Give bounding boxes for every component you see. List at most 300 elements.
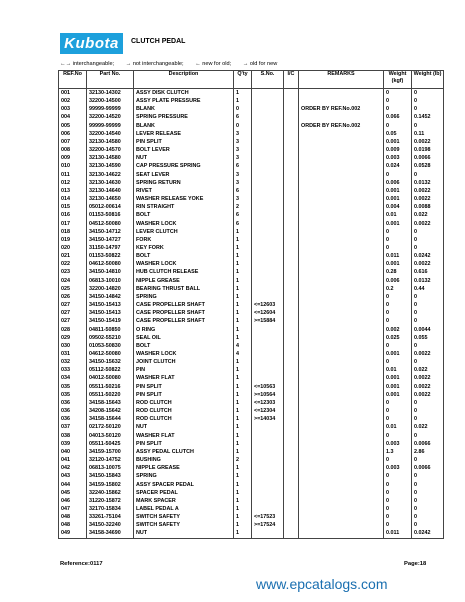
table-cell: 1 (234, 366, 252, 374)
table-cell (299, 326, 384, 334)
table-cell: 2.86 (412, 448, 444, 456)
parts-table (58, 70, 444, 539)
table-cell: 1 (234, 334, 252, 342)
table-cell: RIN STRAIGHT (134, 203, 234, 211)
table-cell: 32170-15834 (87, 505, 134, 513)
table-cell (299, 154, 384, 162)
table-cell (299, 113, 384, 121)
table-cell: 34150-14842 (87, 293, 134, 301)
table-cell (284, 228, 299, 236)
table-cell: SPRING PRESSURE (134, 113, 234, 121)
table-row (59, 309, 444, 317)
table-row (59, 268, 444, 276)
table-cell: 0 (384, 171, 412, 179)
table-cell: 4 (234, 350, 252, 358)
table-cell: 021 (59, 252, 87, 260)
page-number: Page:18 (404, 561, 427, 567)
table-cell (284, 456, 299, 464)
table-cell: 0 (384, 122, 412, 130)
table-row (59, 399, 444, 407)
table-cell: 0.001 (384, 220, 412, 228)
table-cell: 04013-50120 (87, 432, 134, 440)
table-row (59, 203, 444, 211)
table-cell: 0.01 (384, 211, 412, 219)
table-cell: 1 (234, 489, 252, 497)
table-cell (299, 89, 384, 98)
table-cell: 0.006 (384, 277, 412, 285)
table-cell (284, 252, 299, 260)
table-cell (299, 407, 384, 415)
table-cell: 028 (59, 326, 87, 334)
table-cell: 32200-14540 (87, 130, 134, 138)
table-cell: 32130-14650 (87, 195, 134, 203)
table-row (59, 146, 444, 154)
table-cell (252, 423, 284, 431)
table-cell: 022 (59, 260, 87, 268)
table-cell: 0 (384, 358, 412, 366)
table-cell: 1 (234, 472, 252, 480)
table-cell: 3 (234, 179, 252, 187)
table-cell: 31220-15872 (87, 497, 134, 505)
table-row (59, 260, 444, 268)
table-cell: 04512-50080 (87, 220, 134, 228)
table-cell: 0 (384, 456, 412, 464)
table-cell: 0 (384, 97, 412, 105)
table-row (59, 472, 444, 480)
table-cell (252, 130, 284, 138)
table-cell: 036 (59, 399, 87, 407)
legend-item: ← new for old; (195, 61, 232, 67)
table-cell (252, 154, 284, 162)
table-cell: 32200-14820 (87, 285, 134, 293)
table-row (59, 277, 444, 285)
table-cell (252, 326, 284, 334)
table-row (59, 334, 444, 342)
table-cell (299, 228, 384, 236)
table-cell: 0 (234, 105, 252, 113)
table-cell (252, 456, 284, 464)
table-cell: BOLT LEVER (134, 146, 234, 154)
table-cell: 0.0022 (412, 195, 444, 203)
table-cell (299, 187, 384, 195)
table-cell: PIN SPLIT (134, 383, 234, 391)
table-cell (284, 481, 299, 489)
table-cell: 05511-50216 (87, 383, 134, 391)
table-cell: 041 (59, 456, 87, 464)
table-cell (252, 252, 284, 260)
table-cell: 0.1452 (412, 113, 444, 121)
table-cell (284, 529, 299, 538)
table-cell: <=12604 (252, 309, 284, 317)
table-cell: ROD CLUTCH (134, 407, 234, 415)
table-cell: 039 (59, 440, 87, 448)
table-cell (299, 391, 384, 399)
table-cell: 0.001 (384, 350, 412, 358)
table-cell: 06813-10075 (87, 464, 134, 472)
table-cell: PIN SPLIT (134, 138, 234, 146)
table-cell: <=12603 (252, 301, 284, 309)
table-cell (284, 334, 299, 342)
table-cell (284, 374, 299, 382)
table-cell: 0 (412, 358, 444, 366)
table-cell: ORDER BY REF.No.002 (299, 122, 384, 130)
table-cell: 32130-14590 (87, 162, 134, 170)
table-cell: 0.003 (384, 440, 412, 448)
table-cell: 6 (234, 211, 252, 219)
table-cell (299, 374, 384, 382)
table-cell: 1 (234, 358, 252, 366)
table-cell: 023 (59, 268, 87, 276)
table-cell: <=10563 (252, 383, 284, 391)
table-cell: LEVER CLUTCH (134, 228, 234, 236)
table-cell: 1 (234, 521, 252, 529)
table-cell (252, 97, 284, 105)
table-cell (299, 309, 384, 317)
table-row (59, 366, 444, 374)
table-cell: SEAL OIL (134, 334, 234, 342)
table-cell: 3 (234, 130, 252, 138)
table-cell: 0 (384, 497, 412, 505)
table-cell: SEAT LEVER (134, 171, 234, 179)
table-cell: 009 (59, 154, 87, 162)
column-header: Part No. (87, 71, 134, 89)
table-cell (252, 268, 284, 276)
table-cell: NUT (134, 154, 234, 162)
table-cell: 3 (234, 138, 252, 146)
table-cell: 007 (59, 138, 87, 146)
table-cell (284, 521, 299, 529)
table-row (59, 293, 444, 301)
table-cell: 0 (412, 513, 444, 521)
table-cell: CAP PRESSURE SPRING (134, 162, 234, 170)
table-cell (299, 440, 384, 448)
table-cell (299, 432, 384, 440)
table-cell: <=12304 (252, 407, 284, 415)
table-cell: 0.006 (384, 179, 412, 187)
table-cell: 0.01 (384, 366, 412, 374)
page-title: CLUTCH PEDAL (131, 38, 186, 45)
table-cell: 0.011 (384, 529, 412, 538)
table-cell: 1 (234, 448, 252, 456)
table-cell: 012 (59, 179, 87, 187)
table-cell: LABEL PEDAL A (134, 505, 234, 513)
table-cell: 0 (384, 105, 412, 113)
table-cell (299, 301, 384, 309)
table-row (59, 179, 444, 187)
table-cell: NIPPLE GREASE (134, 464, 234, 472)
table-cell: 32200-14570 (87, 146, 134, 154)
table-row (59, 529, 444, 538)
table-cell: ROD CLUTCH (134, 415, 234, 423)
table-cell: 015 (59, 203, 87, 211)
table-cell: 0.0242 (412, 529, 444, 538)
table-cell (284, 277, 299, 285)
table-cell: 04012-50080 (87, 374, 134, 382)
table-cell (299, 277, 384, 285)
table-cell: 1 (234, 293, 252, 301)
legend-item: → old for new (242, 61, 278, 67)
table-cell (284, 268, 299, 276)
table-cell: 0.024 (384, 162, 412, 170)
table-cell: 34150-14712 (87, 228, 134, 236)
table-cell (299, 268, 384, 276)
table-cell (299, 529, 384, 538)
column-header: Q'ty (234, 71, 252, 89)
table-cell (299, 171, 384, 179)
table-cell: 0 (384, 342, 412, 350)
table-cell: 0 (384, 89, 412, 98)
table-cell: 1 (234, 309, 252, 317)
table-cell: 1 (234, 391, 252, 399)
table-cell (284, 415, 299, 423)
table-cell: 32130-14580 (87, 154, 134, 162)
table-cell: 1 (234, 97, 252, 105)
table-row (59, 97, 444, 105)
table-cell: 32130-14580 (87, 138, 134, 146)
table-cell: 34158-34690 (87, 529, 134, 538)
table-cell: 025 (59, 285, 87, 293)
table-row (59, 220, 444, 228)
table-cell (284, 260, 299, 268)
table-cell (284, 423, 299, 431)
table-cell: >=14034 (252, 415, 284, 423)
table-cell (252, 358, 284, 366)
watermark-text: www.epcatalogs.com (256, 576, 388, 592)
kubota-logo: Kubota (60, 33, 123, 54)
table-cell (284, 301, 299, 309)
table-cell: 0.003 (384, 154, 412, 162)
table-cell (284, 154, 299, 162)
table-cell: 0.004 (384, 203, 412, 211)
table-cell (299, 244, 384, 252)
table-cell: CASE PROPELLER SHAFT (134, 301, 234, 309)
table-cell: 0.0022 (412, 220, 444, 228)
table-cell (252, 146, 284, 154)
table-cell: 014 (59, 195, 87, 203)
table-cell (284, 105, 299, 113)
table-cell: 1.3 (384, 448, 412, 456)
table-cell: 32240-15862 (87, 489, 134, 497)
table-cell: 3 (234, 195, 252, 203)
table-cell (252, 481, 284, 489)
table-cell: 0 (234, 122, 252, 130)
table-cell: <=17523 (252, 513, 284, 521)
table-cell: ORDER BY REF.No.002 (299, 105, 384, 113)
table-cell (284, 505, 299, 513)
table-cell (284, 97, 299, 105)
table-cell (252, 179, 284, 187)
table-cell: SWITCH SAFETY (134, 521, 234, 529)
table-cell: 0.022 (412, 211, 444, 219)
table-cell (284, 211, 299, 219)
table-cell: 34150-14727 (87, 236, 134, 244)
table-row (59, 236, 444, 244)
table-cell: 032 (59, 358, 87, 366)
table-cell: 0 (384, 489, 412, 497)
table-cell: 1 (234, 252, 252, 260)
table-cell (299, 342, 384, 350)
table-cell: WASHER FLAT (134, 374, 234, 382)
table-cell: 32120-14752 (87, 456, 134, 464)
table-cell (284, 138, 299, 146)
table-cell: 1 (234, 236, 252, 244)
column-header: REF.No (59, 71, 87, 89)
table-cell (284, 342, 299, 350)
table-row (59, 358, 444, 366)
table-cell: >=10564 (252, 391, 284, 399)
table-cell: 0 (412, 171, 444, 179)
table-cell: 035 (59, 391, 87, 399)
table-cell (284, 391, 299, 399)
parts-table-body (59, 89, 444, 539)
table-cell (299, 358, 384, 366)
table-cell (252, 162, 284, 170)
table-cell (299, 220, 384, 228)
table-cell: SPACER PEDAL (134, 489, 234, 497)
table-cell: 036 (59, 415, 87, 423)
table-row (59, 342, 444, 350)
table-cell (252, 260, 284, 268)
table-cell: 030 (59, 342, 87, 350)
table-cell (284, 220, 299, 228)
table-cell (299, 472, 384, 480)
table-cell: 32130-14622 (87, 171, 134, 179)
table-cell: 1 (234, 399, 252, 407)
table-cell: 1 (234, 285, 252, 293)
table-cell: 6 (234, 187, 252, 195)
table-row (59, 350, 444, 358)
table-cell: 05012-00614 (87, 203, 134, 211)
table-cell: 1 (234, 415, 252, 423)
table-cell: 32130-14630 (87, 179, 134, 187)
table-cell: 038 (59, 432, 87, 440)
table-cell: 0.001 (384, 383, 412, 391)
column-header: Description (134, 71, 234, 89)
table-row (59, 505, 444, 513)
table-cell (284, 326, 299, 334)
legend-item: → not interchangeable; (125, 61, 184, 67)
table-cell: 024 (59, 277, 87, 285)
table-cell: 0.022 (412, 423, 444, 431)
table-cell: 34150-15413 (87, 301, 134, 309)
table-cell: 0.0022 (412, 260, 444, 268)
table-cell: 99999-99999 (87, 105, 134, 113)
table-cell: 0 (412, 432, 444, 440)
table-cell: 0 (384, 432, 412, 440)
table-cell (252, 211, 284, 219)
table-cell: 0 (412, 342, 444, 350)
table-cell: 0 (384, 301, 412, 309)
table-cell: 0 (384, 472, 412, 480)
table-cell (252, 529, 284, 538)
table-cell: 09502-55210 (87, 334, 134, 342)
table-cell (284, 497, 299, 505)
table-cell (252, 472, 284, 480)
table-cell: 011 (59, 171, 87, 179)
table-cell: 33261-75104 (87, 513, 134, 521)
table-cell (252, 244, 284, 252)
table-cell (284, 89, 299, 98)
table-row (59, 391, 444, 399)
table-cell (299, 383, 384, 391)
table-cell: 0 (384, 505, 412, 513)
table-cell (252, 342, 284, 350)
table-cell (299, 211, 384, 219)
table-cell: 0 (412, 105, 444, 113)
table-cell: NIPPLE GREASE (134, 277, 234, 285)
table-cell: 0.055 (412, 334, 444, 342)
table-cell: 0 (384, 309, 412, 317)
table-cell (299, 252, 384, 260)
table-row (59, 423, 444, 431)
table-row (59, 113, 444, 121)
table-cell: SPRING RETURN (134, 179, 234, 187)
column-header: Weight (kgf) (384, 71, 412, 89)
table-cell: 0.0022 (412, 383, 444, 391)
table-cell: PIN SPLIT (134, 391, 234, 399)
table-cell: 0.44 (412, 285, 444, 293)
table-cell: 1 (234, 423, 252, 431)
table-cell: 1 (234, 260, 252, 268)
table-cell (252, 277, 284, 285)
table-cell (284, 113, 299, 121)
table-cell: 0 (412, 497, 444, 505)
table-cell: 1 (234, 268, 252, 276)
table-row (59, 326, 444, 334)
table-cell: 31150-14797 (87, 244, 134, 252)
table-cell (252, 220, 284, 228)
table-cell: 0 (384, 293, 412, 301)
table-cell (299, 415, 384, 423)
table-cell: 0 (412, 244, 444, 252)
table-cell: 0.05 (384, 130, 412, 138)
table-cell: 32200-14500 (87, 97, 134, 105)
table-cell (299, 138, 384, 146)
table-row (59, 407, 444, 415)
table-header-row (59, 71, 444, 89)
table-cell: 0 (384, 513, 412, 521)
table-row (59, 211, 444, 219)
table-cell: PIN SPLIT (134, 440, 234, 448)
table-cell (284, 162, 299, 170)
table-cell: 004 (59, 113, 87, 121)
table-row (59, 489, 444, 497)
table-cell: 2 (234, 203, 252, 211)
table-cell: 0.001 (384, 260, 412, 268)
table-cell: 034 (59, 374, 87, 382)
table-cell: 0.0132 (412, 179, 444, 187)
table-row (59, 432, 444, 440)
table-cell (299, 366, 384, 374)
table-cell: 0 (384, 317, 412, 325)
table-cell: 045 (59, 489, 87, 497)
table-cell: 99999-99999 (87, 122, 134, 130)
table-cell (299, 203, 384, 211)
table-cell: 033 (59, 366, 87, 374)
table-cell: 042 (59, 464, 87, 472)
table-cell: 1 (234, 228, 252, 236)
table-cell: 1 (234, 440, 252, 448)
table-cell: 019 (59, 236, 87, 244)
table-cell: ASSY PEDAL CLUTCH (134, 448, 234, 456)
table-cell (284, 171, 299, 179)
table-cell (284, 236, 299, 244)
table-cell (284, 122, 299, 130)
table-cell: 003 (59, 105, 87, 113)
table-cell: 0 (412, 97, 444, 105)
table-cell (252, 432, 284, 440)
table-cell (299, 513, 384, 521)
